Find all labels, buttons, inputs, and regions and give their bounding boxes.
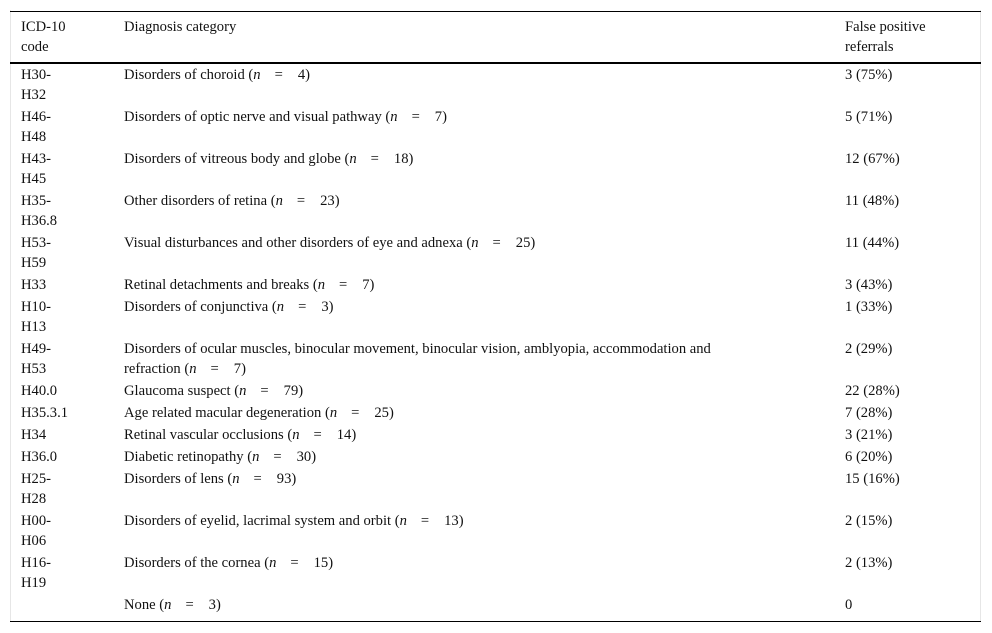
sample-size: 4: [297, 67, 306, 83]
paren-open: (: [283, 427, 293, 443]
sample-size: 13: [444, 513, 459, 529]
diagnosis-label: None: [124, 597, 156, 613]
sample-size: 18: [393, 151, 409, 167]
icd-code-cell: [21, 425, 116, 445]
header-fp-line: False positive: [845, 19, 926, 35]
diagnosis-category-cell: [124, 425, 824, 445]
equals-sign: =: [185, 597, 194, 613]
icd-code-line: H25-: [21, 471, 51, 487]
icd-code-line: H40.0: [21, 383, 58, 399]
n-symbol: n: [349, 151, 357, 167]
header-category: Diagnosis category: [124, 19, 237, 35]
diagnosis-category-line: [124, 403, 824, 423]
icd-code-cell: [21, 381, 116, 401]
diagnosis-category-cell: [124, 191, 824, 211]
n-symbol: n: [232, 471, 240, 487]
paren-open: (: [462, 235, 472, 251]
equals-sign: =: [351, 405, 360, 421]
icd-code-cell: [21, 447, 116, 467]
n-symbol: n: [253, 67, 261, 83]
icd-code-line: H36.0: [21, 449, 58, 465]
paren-open: (: [155, 597, 165, 613]
paren-open: (: [243, 449, 253, 465]
icd-code-line: H19: [21, 575, 47, 591]
diagnosis-category-line: [124, 425, 824, 445]
equals-sign: =: [313, 427, 322, 443]
equals-sign: =: [420, 513, 430, 529]
diagnosis-category-line: [124, 233, 824, 253]
diagnosis-category-line: [124, 511, 824, 531]
equals-sign: =: [296, 193, 306, 209]
icd-code-cell: [21, 469, 116, 509]
equals-sign: =: [298, 299, 307, 315]
paren-open: (: [180, 361, 190, 377]
icd-code-line: H59: [21, 255, 47, 271]
diagnosis-label: Disorders of eyelid, lacrimal system and orbit: [124, 513, 392, 529]
n-symbol: n: [317, 277, 326, 293]
paren-close: ): [334, 193, 340, 209]
n-symbol: n: [399, 513, 407, 529]
n-symbol: n: [252, 449, 260, 465]
paren-close: ): [369, 277, 375, 293]
diagnosis-category-line: [124, 275, 824, 295]
diagnosis-category-cell: [124, 595, 824, 615]
diagnosis-category-cell: [124, 553, 824, 573]
false-positive-cell: 6 (20%): [845, 449, 893, 465]
diagnosis-label: Disorders of ocular muscles, binocular movement, binocular vision, amblyopia, accommodation and: [124, 341, 711, 357]
false-positive-cell: 22 (28%): [845, 383, 900, 399]
paren-open: (: [230, 383, 240, 399]
diagnosis-label: Retinal vascular occlusions: [124, 427, 284, 443]
false-positive-cell: 5 (71%): [845, 109, 893, 125]
icd-code-cell: [21, 553, 116, 593]
diagnosis-category-cell: [124, 107, 824, 127]
paren-open: (: [340, 151, 350, 167]
sample-size: 7: [434, 109, 443, 125]
n-symbol: n: [276, 299, 285, 315]
diagnosis-category-cell: [124, 65, 824, 85]
false-positive-cell: 7 (28%): [845, 405, 893, 421]
diagnosis-category-cell: [124, 381, 824, 401]
paren-open: (: [260, 555, 270, 571]
paren-close: ): [458, 513, 464, 529]
false-positive-cell: 11 (48%): [845, 193, 900, 209]
paren-close: ): [328, 555, 334, 571]
diagnosis-category-cell: [124, 339, 824, 379]
paren-open: (: [309, 277, 318, 293]
sample-size: 79: [283, 383, 299, 399]
paren-close: ): [241, 361, 246, 377]
paren-close: ): [298, 383, 304, 399]
equals-sign: =: [370, 151, 379, 167]
sample-size: 7: [233, 361, 242, 377]
equals-sign: =: [260, 383, 269, 399]
icd-code-cell: [21, 233, 116, 273]
diagnosis-category-cell: [124, 403, 824, 423]
diagnosis-category-line: [124, 65, 824, 85]
icd-code-line: H45: [21, 171, 47, 187]
icd-code-line: H10-: [21, 299, 51, 315]
sample-size: 30: [296, 449, 312, 465]
n-symbol: n: [292, 427, 300, 443]
equals-sign: =: [274, 67, 283, 83]
paren-open: (: [321, 405, 330, 421]
paren-close: ): [215, 597, 221, 613]
paren-close: ): [388, 405, 394, 421]
diagnosis-category-line: [124, 595, 824, 615]
icd-code-line: H53: [21, 361, 47, 377]
icd-code-line: H36.8: [21, 213, 58, 229]
diagnosis-label: Retinal detachments and breaks: [124, 277, 310, 293]
icd-code-line: H49-: [21, 341, 51, 357]
diagnosis-category-line: [124, 107, 824, 127]
diagnosis-label: Visual disturbances and other disorders of eye and adnexa: [124, 235, 463, 251]
equals-sign: =: [411, 109, 420, 125]
table-header-rule: [10, 62, 981, 64]
n-symbol: n: [275, 193, 283, 209]
header-code-line: code: [21, 39, 49, 55]
false-positive-cell: 2 (29%): [845, 341, 893, 357]
diagnosis-label: Disorders of optic nerve and visual pathway: [124, 109, 382, 125]
sample-size: 15: [313, 555, 329, 571]
n-symbol: n: [471, 235, 479, 251]
false-positive-cell: 1 (33%): [845, 299, 893, 315]
diagnosis-category-line: [124, 359, 824, 379]
diagnosis-category-cell: [124, 469, 824, 489]
equals-sign: =: [290, 555, 299, 571]
icd-code-line: H28: [21, 491, 47, 507]
sample-size: 25: [515, 235, 531, 251]
diagnosis-category-line: [124, 149, 824, 169]
paren-open: (: [391, 513, 400, 529]
icd-code-line: H48: [21, 129, 47, 145]
n-symbol: n: [329, 405, 338, 421]
header-code-line: ICD-10: [21, 19, 66, 35]
paren-close: ): [530, 235, 536, 251]
header-code: [21, 17, 116, 57]
n-symbol: n: [390, 109, 398, 125]
header-fp-line: referrals: [845, 39, 894, 55]
sample-size: 25: [374, 405, 389, 421]
icd-code-cell: [21, 297, 116, 337]
n-symbol: n: [189, 361, 197, 377]
icd-code-line: H16-: [21, 555, 51, 571]
icd-code-line: H46-: [21, 109, 51, 125]
diagnosis-label: Other disorders of retina: [124, 193, 268, 209]
paren-close: ): [311, 449, 317, 465]
paren-close: ): [305, 67, 310, 83]
icd-code-line: H34: [21, 427, 47, 443]
paren-close: ): [291, 471, 297, 487]
diagnosis-category-line: [124, 297, 824, 317]
icd-code-line: H35.3.1: [21, 405, 69, 421]
icd-code-cell: [21, 275, 116, 295]
paren-close: ): [351, 427, 357, 443]
diagnosis-category-cell: [124, 233, 824, 253]
table-top-rule: [10, 11, 981, 12]
equals-sign: =: [492, 235, 501, 251]
icd-code-cell: [21, 65, 116, 105]
n-symbol: n: [239, 383, 247, 399]
sample-size: 14: [336, 427, 352, 443]
icd-code-cell: [21, 107, 116, 147]
diagnosis-label: Diabetic retinopathy: [124, 449, 244, 465]
icd-code-cell: [21, 339, 116, 379]
diagnosis-label: Disorders of the cornea: [124, 555, 261, 571]
false-positive-cell: 3 (75%): [845, 67, 893, 83]
equals-sign: =: [339, 277, 348, 293]
diagnosis-category-cell: [124, 511, 824, 531]
diagnosis-category-line: [124, 469, 824, 489]
diagnosis-label: refraction: [124, 361, 181, 377]
equals-sign: =: [273, 449, 282, 465]
icd-code-line: H33: [21, 277, 47, 293]
diagnosis-label: Age related macular degeneration: [124, 405, 322, 421]
diagnosis-category-line: [124, 447, 824, 467]
diagnosis-label: Glaucoma suspect: [124, 383, 231, 399]
n-symbol: n: [164, 597, 172, 613]
icd-code-cell: [21, 511, 116, 551]
false-positive-cell: 3 (43%): [845, 277, 893, 293]
diagnosis-category-line: [124, 553, 824, 573]
icd-code-line: H13: [21, 319, 47, 335]
diagnosis-category-cell: [124, 275, 824, 295]
diagnosis-category-cell: [124, 149, 824, 169]
diagnosis-label: Disorders of lens: [124, 471, 224, 487]
sample-size: 3: [321, 299, 329, 315]
false-positive-cell: 3 (21%): [845, 427, 893, 443]
paren-close: ): [408, 151, 414, 167]
icd-code-cell: [21, 149, 116, 189]
sample-size: 3: [208, 597, 216, 613]
icd-code-cell: [21, 403, 116, 423]
paren-close: ): [442, 109, 447, 125]
icd-code-line: H06: [21, 533, 47, 549]
icd-code-cell: [21, 191, 116, 231]
paren-close: ): [328, 299, 334, 315]
icd-code-line: H00-: [21, 513, 51, 529]
icd-code-line: H32: [21, 87, 47, 103]
icd-code-line: H30-: [21, 67, 51, 83]
header-false-positive: [845, 17, 975, 57]
sample-size: 23: [320, 193, 335, 209]
paren-open: (: [223, 471, 233, 487]
diagnosis-label: Disorders of conjunctiva: [124, 299, 269, 315]
diagnosis-category-line: [124, 339, 824, 359]
false-positive-cell: 11 (44%): [845, 235, 900, 251]
diagnosis-category-cell: [124, 297, 824, 317]
false-positive-cell: 15 (16%): [845, 471, 900, 487]
icd-code-line: H35-: [21, 193, 51, 209]
n-symbol: n: [269, 555, 277, 571]
diagnosis-label: Disorders of choroid: [124, 67, 245, 83]
false-positive-cell: 2 (13%): [845, 555, 893, 571]
equals-sign: =: [210, 361, 219, 377]
diagnosis-label: Disorders of vitreous body and globe: [124, 151, 341, 167]
sample-size: 7: [362, 277, 370, 293]
table-bottom-rule: [10, 621, 981, 622]
diagnosis-category-line: [124, 381, 824, 401]
paren-open: (: [267, 193, 276, 209]
icd-code-line: H43-: [21, 151, 51, 167]
paren-open: (: [244, 67, 254, 83]
false-positive-cell: 0: [845, 597, 853, 613]
false-positive-cell: 2 (15%): [845, 513, 893, 529]
paren-open: (: [268, 299, 277, 315]
sample-size: 93: [276, 471, 292, 487]
icd-code-line: H53-: [21, 235, 51, 251]
diagnosis-category-cell: [124, 447, 824, 467]
false-positive-cell: 12 (67%): [845, 151, 900, 167]
equals-sign: =: [253, 471, 262, 487]
paren-open: (: [381, 109, 391, 125]
diagnosis-category-line: [124, 191, 824, 211]
